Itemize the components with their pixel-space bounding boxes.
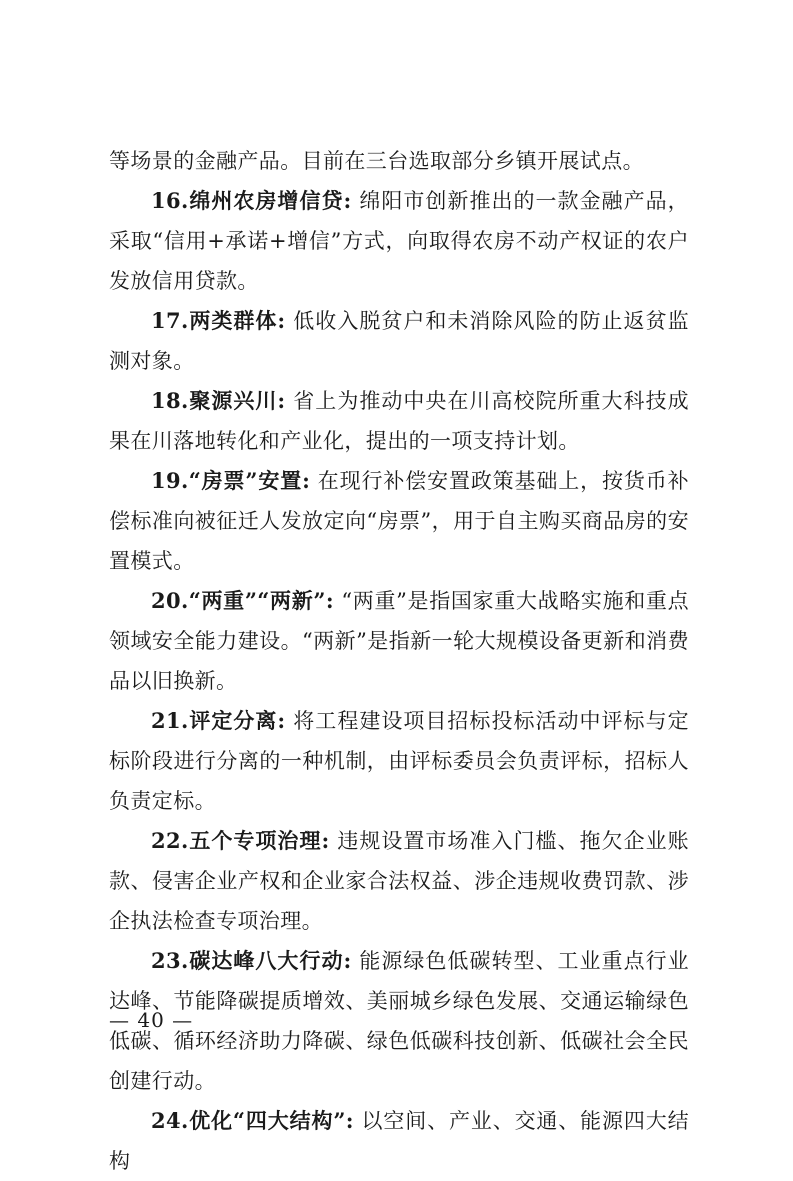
- entry-definition: 将工程建设项目招标投标活动中评标与定标阶段进行分离的一种机制，由评标委员会负责评标，招标人负责定标。: [109, 709, 689, 813]
- glossary-entry-18: [109, 381, 689, 461]
- glossary-entry-19: [109, 461, 689, 581]
- entry-definition: 以空间、产业、交通、能源四大结构: [109, 1109, 690, 1173]
- entry-term: 21.评定分离:: [151, 708, 286, 733]
- glossary-entry-21: [109, 701, 689, 821]
- entry-term: 17.两类群体:: [151, 308, 286, 333]
- page-number: — 40 —: [109, 1008, 194, 1032]
- glossary-entry-22: [109, 821, 689, 941]
- glossary-entry-16: [109, 181, 689, 301]
- entry-term: 24.优化“四大结构”:: [151, 1108, 354, 1133]
- entry-term: 22.五个专项治理:: [151, 828, 330, 853]
- document-body: [109, 141, 689, 1181]
- entry-term: 19.“房票”安置:: [151, 468, 311, 493]
- glossary-entry-24: [109, 1101, 689, 1181]
- entry-term: 20.“两重”“两新”:: [151, 588, 335, 613]
- entry-definition: 在现行补偿安置政策基础上，按货币补偿标准向被征迁人发放定向“房票”，用于自主购买商品房的安置模式。: [109, 469, 689, 573]
- glossary-entry-17: [109, 301, 689, 381]
- entry-definition: 低收入脱贫户和未消除风险的防止返贫监测对象。: [109, 309, 689, 373]
- entry-definition: “两重”是指国家重大战略实施和重点领域安全能力建设。“两新”是指新一轮大规模设备更新和消费品以旧换新。: [109, 589, 689, 693]
- entry-term: 18.聚源兴川:: [151, 388, 286, 413]
- entry-term: 16.绵州农房增信贷:: [151, 188, 352, 213]
- glossary-entry-23: [109, 941, 689, 1101]
- entry-definition: 绵阳市创新推出的一款金融产品，采取“信用+承诺+增信”方式，向取得农房不动产权证的农户发放信用贷款。: [109, 189, 690, 293]
- entry-term: 23.碳达峰八大行动:: [151, 948, 352, 973]
- entry-definition: 能源绿色低碳转型、工业重点行业达峰、节能降碳提质增效、美丽城乡绿色发展、交通运输绿色低碳、循环经济助力降碳、绿色低碳科技创新、低碳社会全民创建行动。: [109, 949, 690, 1093]
- entry-definition: 违规设置市场准入门槛、拖欠企业账款、侵害企业产权和企业家合法权益、涉企违规收费罚款、涉企执法检查专项治理。: [109, 829, 689, 933]
- continuation-paragraph: 等场景的金融产品。目前在三台选取部分乡镇开展试点。: [109, 149, 644, 173]
- glossary-entry-20: [109, 581, 689, 701]
- entry-definition: 省上为推动中央在川高校院所重大科技成果在川落地转化和产业化，提出的一项支持计划。: [109, 389, 689, 453]
